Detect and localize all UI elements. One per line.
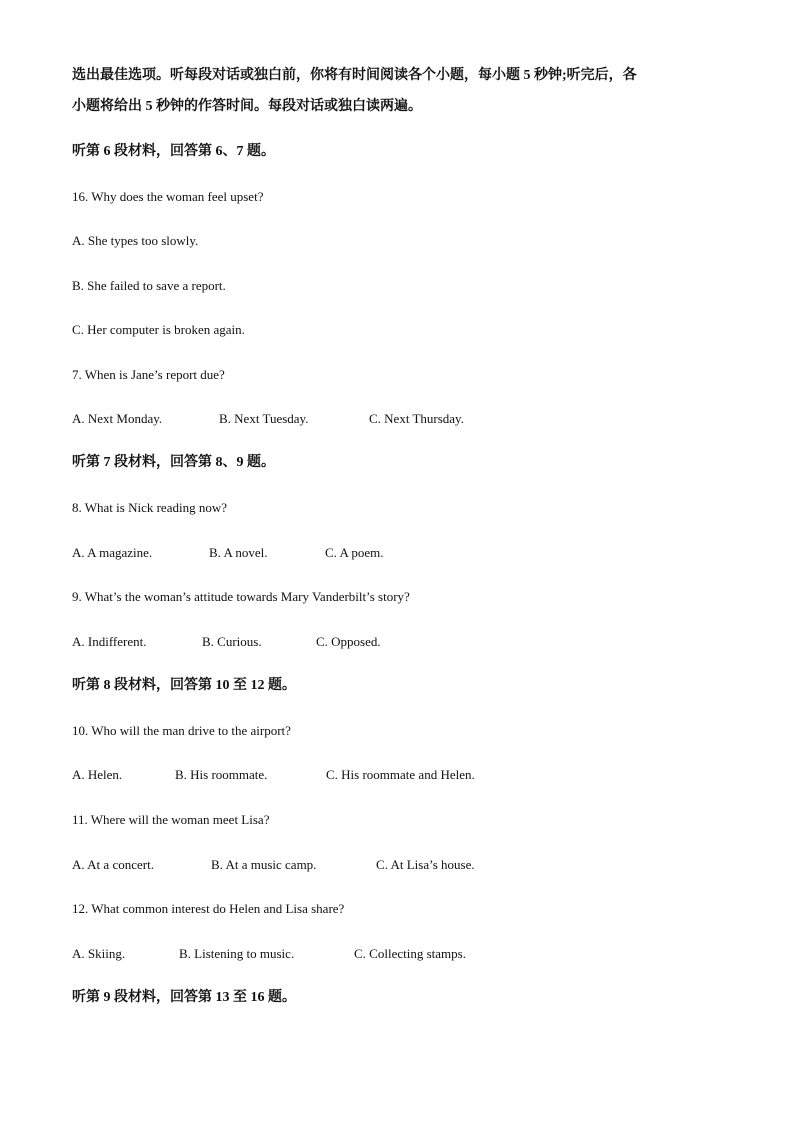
section-heading-6: 听第 6 段材料，回答第 6、7 题。: [72, 144, 275, 159]
question-8-option-a: A. A magazine.: [72, 545, 153, 560]
intro-line-2: 小题将给出 5 秒钟的作答时间。每段对话或独白读两遍。: [72, 99, 422, 114]
question-10-option-a: A. Helen.: [72, 767, 123, 782]
question-12-option-c: C. Collecting stamps.: [354, 946, 466, 961]
question-7-option-c: C. Next Thursday.: [369, 411, 464, 426]
question-10-option-c: C. His roommate and Helen.: [326, 767, 475, 782]
question-11-option-a: A. At a concert.: [72, 857, 154, 872]
question-16-option-b: B. She failed to save a report.: [72, 278, 226, 293]
question-11-stem: 11. Where will the woman meet Lisa?: [72, 812, 270, 827]
question-11-option-c: C. At Lisa’s house.: [376, 857, 475, 872]
question-9-option-b: B. Curious.: [202, 634, 262, 649]
question-9-stem: 9. What’s the woman’s attitude towards Mary Vanderbilt’s story?: [72, 589, 410, 604]
question-10-stem: 10. Who will the man drive to the airport?: [72, 723, 291, 738]
section-heading-7: 听第 7 段材料，回答第 8、9 题。: [72, 455, 275, 470]
question-10-option-b: B. His roommate.: [175, 767, 268, 782]
question-16-option-c: C. Her computer is broken again.: [72, 322, 245, 337]
question-7-option-b: B. Next Tuesday.: [219, 411, 309, 426]
question-12-option-b: B. Listening to music.: [179, 946, 295, 961]
section-heading-8: 听第 8 段材料，回答第 10 至 12 题。: [72, 678, 296, 693]
question-16-option-a: A. She types too slowly.: [72, 233, 199, 248]
question-9-option-a: A. Indifferent.: [72, 634, 147, 649]
question-8-option-c: C. A poem.: [325, 545, 384, 560]
question-12-option-a: A. Skiing.: [72, 946, 126, 961]
question-8-option-b: B. A novel.: [209, 545, 268, 560]
question-16-stem: 16. Why does the woman feel upset?: [72, 189, 264, 204]
question-7-option-a: A. Next Monday.: [72, 411, 163, 426]
question-7-stem: 7. When is Jane’s report due?: [72, 367, 225, 382]
question-9-option-c: C. Opposed.: [316, 634, 381, 649]
question-12-stem: 12. What common interest do Helen and Lisa share?: [72, 901, 345, 916]
question-11-option-b: B. At a music camp.: [211, 857, 317, 872]
section-heading-9: 听第 9 段材料，回答第 13 至 16 题。: [72, 990, 296, 1005]
question-8-stem: 8. What is Nick reading now?: [72, 500, 227, 515]
intro-line-1: 选出最佳选项。听每段对话或独白前，你将有时间阅读各个小题，每小题 5 秒钟;听完后，各: [72, 68, 637, 83]
